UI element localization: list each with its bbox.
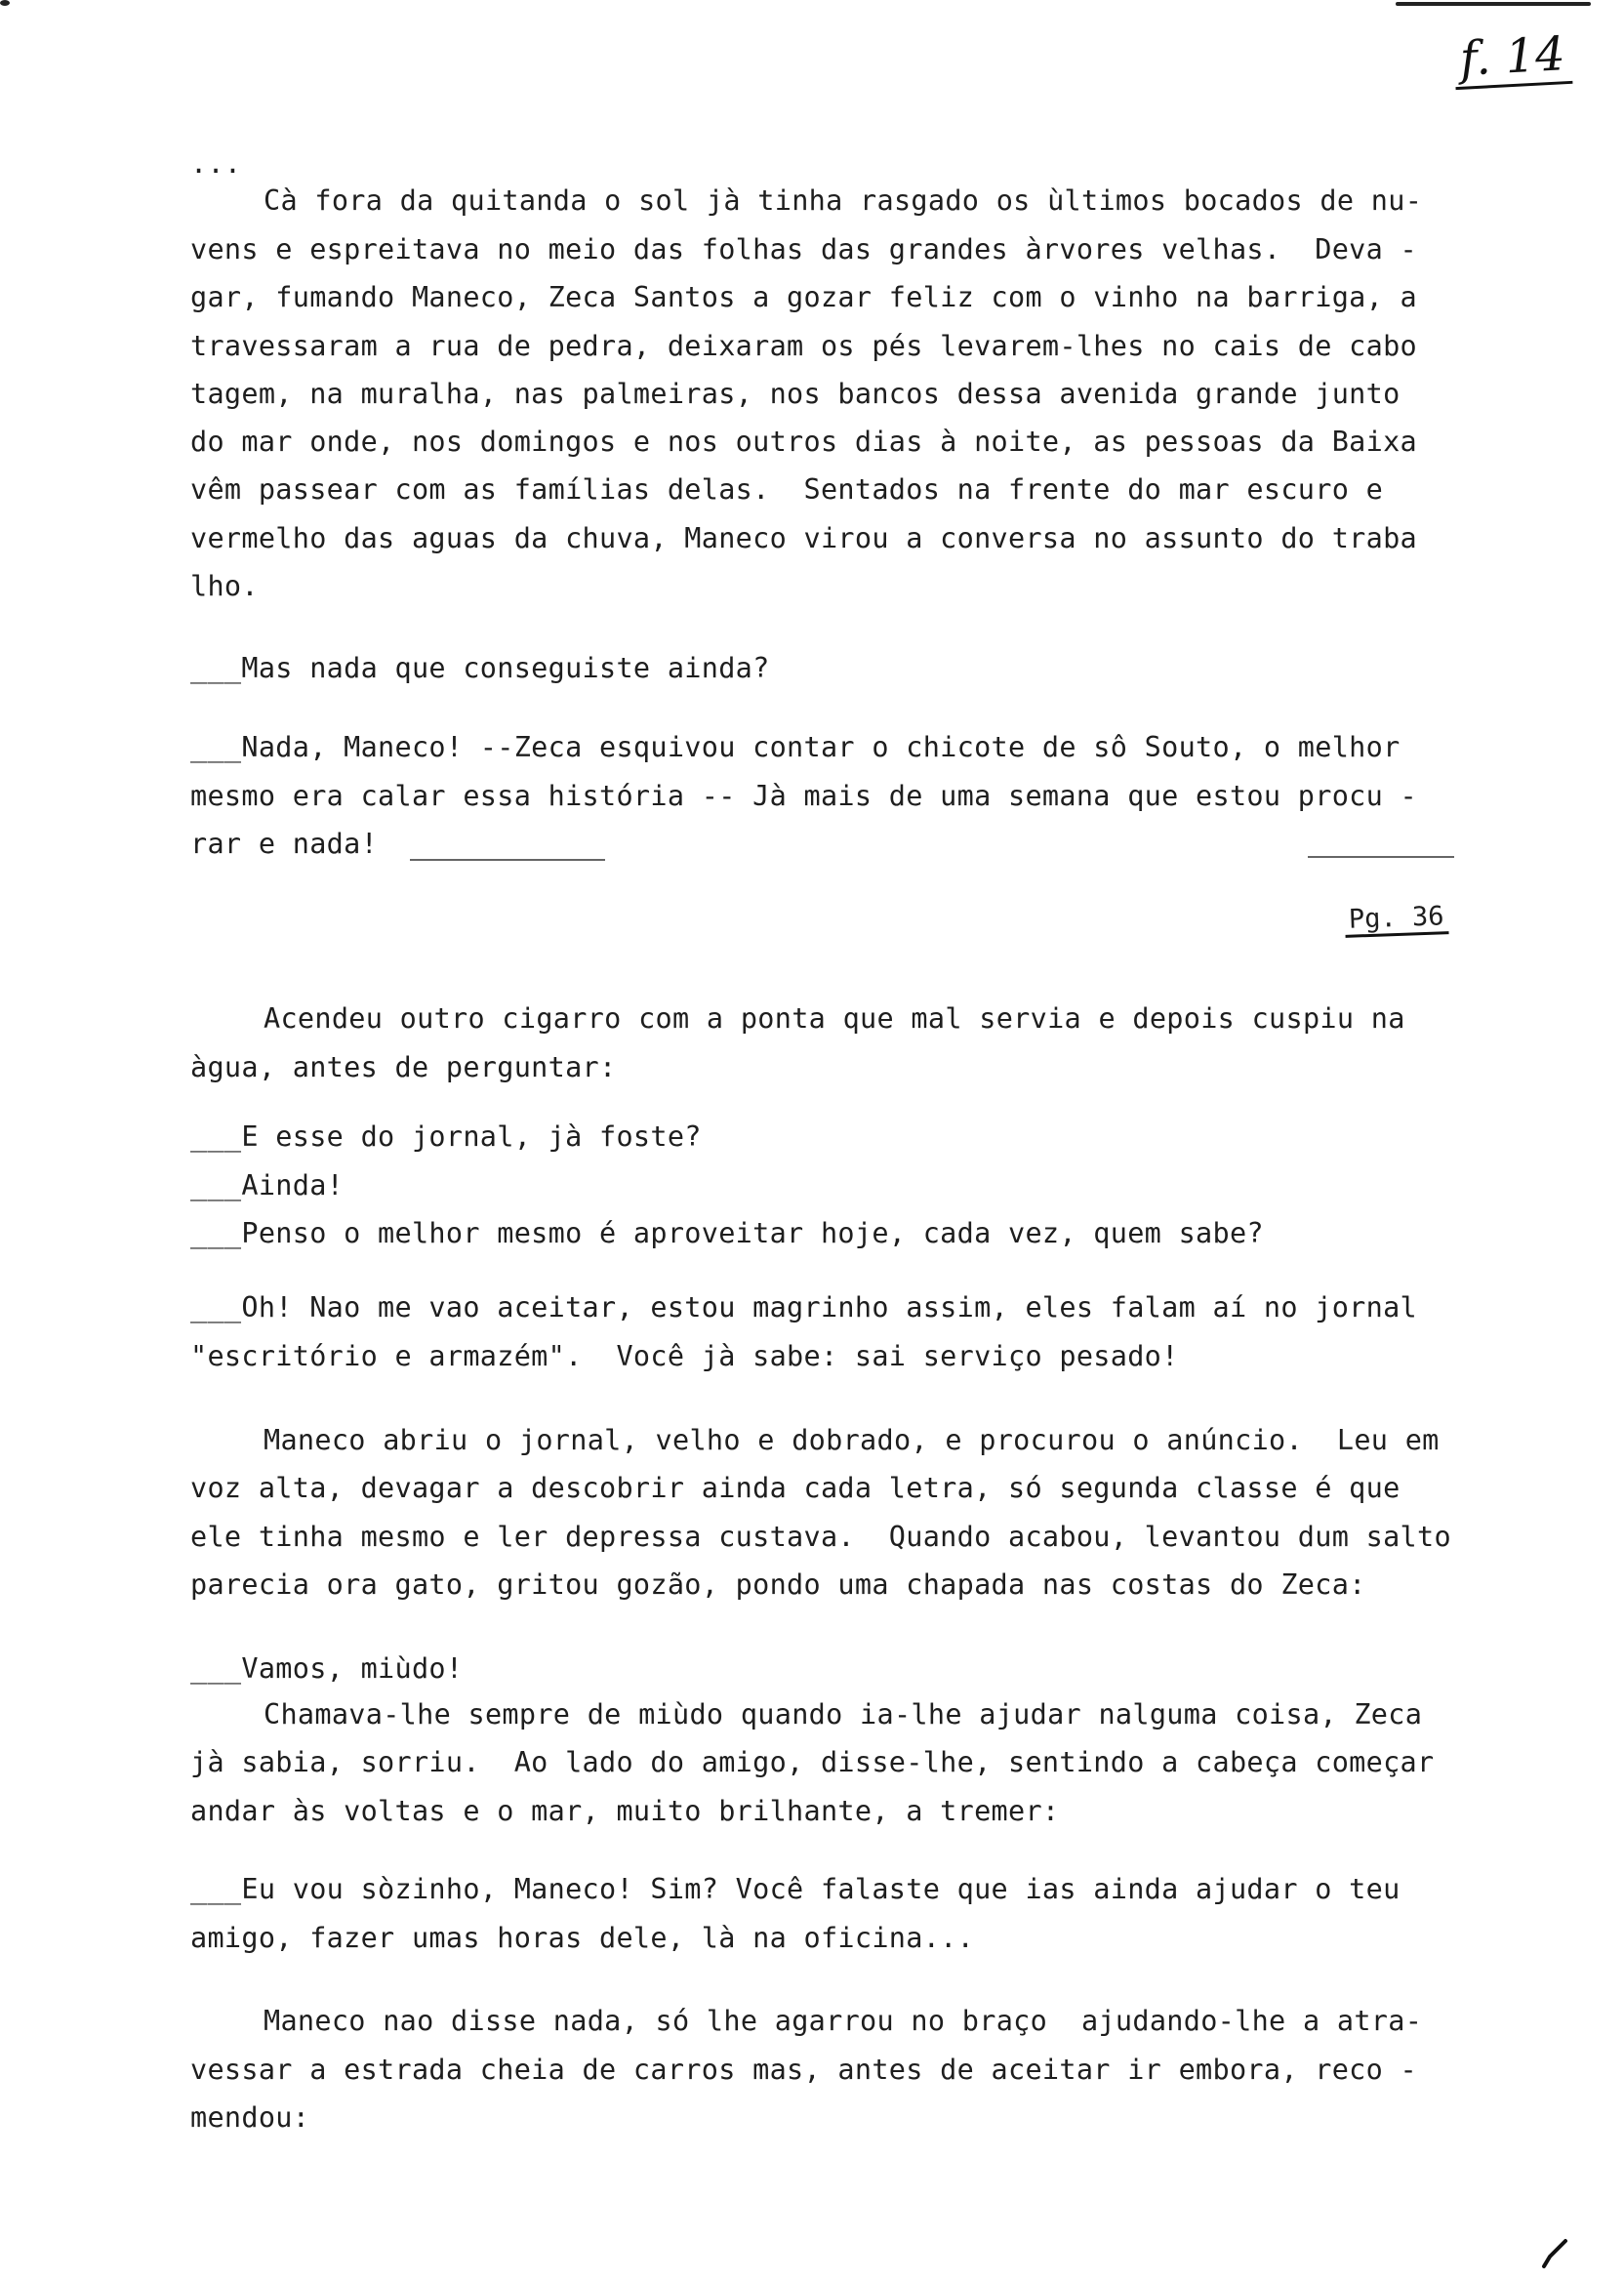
text-line: jà sabia, sorriu. Ao lado do amigo, disse-lhe, sentindo a cabeça começar [190, 1746, 1435, 1778]
scan-edge [1396, 2, 1591, 6]
dialogue-line: ___Oh! Nao me vao aceitar, estou magrinho assim, eles falam aí no jornal [190, 1291, 1418, 1323]
dialogue-line: ___Mas nada que conseguiste ainda? [190, 652, 770, 684]
text-line: "escritório e armazém". Você jà sabe: sai serviço pesado! [190, 1340, 1179, 1372]
strike-dash [410, 859, 605, 861]
dialogue-line: ___Penso o melhor mesmo é aproveitar hoje, cada vez, quem sabe? [190, 1217, 1264, 1249]
text-line: Maneco abriu o jornal, velho e dobrado, e procurou o anúncio. Leu em [264, 1424, 1440, 1456]
dialogue-line: ___Ainda! [190, 1169, 345, 1201]
dialogue-line: ___Eu vou sòzinho, Maneco! Sim? Você falaste que ias ainda ajudar o teu [190, 1873, 1401, 1905]
text-line: do mar onde, nos domingos e nos outros dias à noite, as pessoas da Baixa [190, 426, 1418, 458]
scan-speck [0, 0, 10, 6]
text-line: Cà fora da quitanda o sol jà tinha rasgado os ùltimos bocados de nu- [264, 184, 1423, 217]
text-line: vens e espreitava no meio das folhas das grandes àrvores velhas. Deva - [190, 233, 1418, 265]
text-line: Maneco nao disse nada, só lhe agarrou no braço ajudando-lhe a atra- [264, 2005, 1423, 2037]
text-line: vermelho das aguas da chuva, Maneco virou a conversa no assunto do traba [190, 522, 1418, 554]
text-line: mendou: [190, 2101, 310, 2134]
text-line: Chamava-lhe sempre de miùdo quando ia-lhe ajudar nalguma coisa, Zeca [264, 1698, 1423, 1730]
text-line: travessaram a rua de pedra, deixaram os pés levarem-lhes no cais de cabo [190, 330, 1418, 362]
text-line: vessar a estrada cheia de carros mas, antes de aceitar ir embora, reco - [190, 2054, 1418, 2086]
page-reference: Pg. 36 [1344, 901, 1448, 938]
text-line: voz alta, devagar a descobrir ainda cada letra, só segunda classe é que [190, 1472, 1401, 1504]
text-line: Acendeu outro cigarro com a ponta que mal servia e depois cuspiu na [264, 1002, 1405, 1035]
dialogue-line: ___Nada, Maneco! --Zeca esquivou contar o chicote de sô Souto, o melhor [190, 731, 1401, 763]
text-line: ele tinha mesmo e ler depressa custava. Quando acabou, levantou dum salto [190, 1521, 1451, 1553]
text-line: vêm passear com as famílias delas. Sentados na frente do mar escuro e [190, 473, 1384, 506]
text-line: lho. [190, 570, 259, 602]
text-line: tagem, na muralha, nas palmeiras, nos bancos dessa avenida grande junto [190, 378, 1401, 410]
pen-mark-icon [1540, 2237, 1569, 2270]
text-line: parecia ora gato, gritou gozão, pondo uma chapada nas costas do Zeca: [190, 1568, 1366, 1601]
text-line: àgua, antes de perguntar: [190, 1051, 617, 1083]
strike-dash [1308, 856, 1454, 858]
text-line: rar e nada! [190, 828, 379, 860]
dialogue-line: ___E esse do jornal, jà foste? [190, 1120, 702, 1153]
text-line: andar às voltas e o mar, muito brilhante, a tremer: [190, 1795, 1060, 1827]
folio-number: f. 14 [1453, 26, 1573, 90]
text-line: ... [190, 147, 242, 180]
text-line: gar, fumando Maneco, Zeca Santos a gozar feliz com o vinho na barriga, a [190, 281, 1418, 313]
dialogue-line: ___Vamos, miùdo! [190, 1652, 464, 1685]
text-line: mesmo era calar essa história -- Jà mais de uma semana que estou procu - [190, 780, 1418, 812]
text-line: amigo, fazer umas horas dele, là na oficina... [190, 1922, 975, 1954]
